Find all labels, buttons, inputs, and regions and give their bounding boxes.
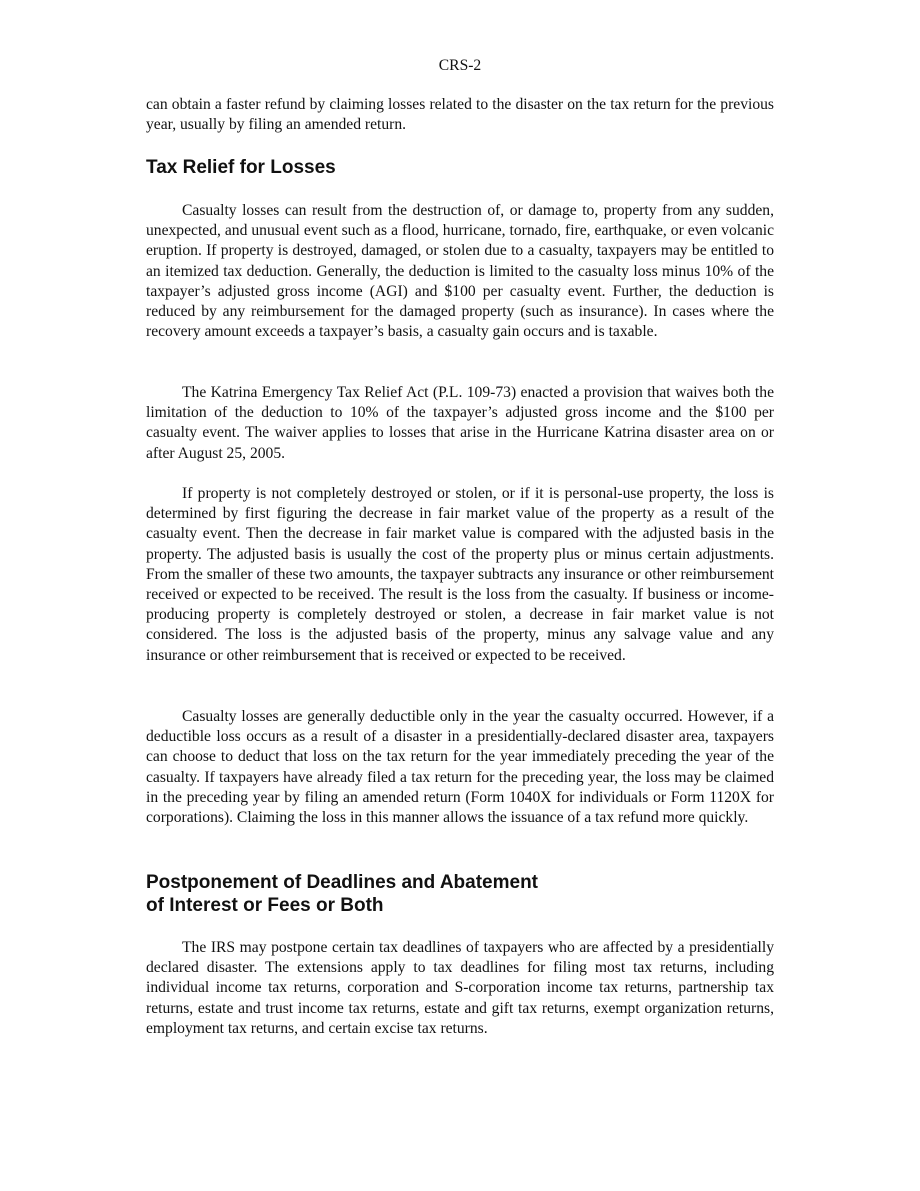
continuation-paragraph: can obtain a faster refund by claiming losses related to the disaster on the tax return for the previous year, usually by filing an amended return. [146, 96, 774, 134]
paragraph-irs-postpone: The IRS may postpone certain tax deadlines of taxpayers who are affected by a presidentially declared disaster. The extensions apply to tax deadlines for filing most tax returns, including individual income tax returns, corporation and S-corporation income tax returns, partnership tax returns, estate and trust income tax returns, estate and gift tax returns, exempt organization returns, employment tax returns, and certain excise tax returns. [146, 939, 774, 1037]
section-heading-postponement [146, 871, 538, 917]
paragraph-deductible-year: Casualty losses are generally deductible only in the year the casualty occurred. However, if a deductible loss occurs as a result of a disaster in a presidentially-declared disaster area, taxpayers can choose to deduct that loss on the tax return for the year immediately preceding the year of the casualty. If taxpayers have already filed a tax return for the preceding year, the loss may be claimed in the preceding year by filing an amended return (Form 1040X for individuals or Form 1120X for corporations). Claiming the loss in this manner allows the issuance of a tax refund more quickly. [146, 708, 774, 827]
paragraph-katrina-act: The Katrina Emergency Tax Relief Act (P.L. 109-73) enacted a provision that waives both the limitation of the deduction to 10% of the taxpayer’s adjusted gross income and the $100 per casualty event. The waiver applies to losses that arise in the Hurricane Katrina disaster area on or after August 25, 2005. [146, 384, 774, 462]
heading-line-2: of Interest or Fees or Both [146, 895, 384, 916]
paragraph-loss-determination: If property is not completely destroyed or stolen, or if it is personal-use property, the loss is determined by first figuring the decrease in fair market value of the property as a result of the casualty event. Then the decrease in fair market value is compared with the adjusted basis in the property. The adjusted basis is usually the cost of the property plus or minus certain adjustments. From the smaller of these two amounts, the taxpayer subtracts any insurance or other reimbursement received or expected to be received. The result is the loss from the casualty. If business or income-producing property is completely destroyed or stolen, a decrease in fair market value is not considered. The loss is the adjusted basis of the property, minus any salvage value and any insurance or other reimbursement that is received or expected to be received. [146, 485, 774, 664]
paragraph-casualty-losses: Casualty losses can result from the destruction of, or damage to, property from any sudden, unexpected, and unusual event such as a flood, hurricane, tornado, fire, earthquake, or even volcanic eruption. If property is destroyed, damaged, or stolen due to a casualty, taxpayers may be entitled to an itemized tax deduction. Generally, the deduction is limited to the casualty loss minus 10% of the taxpayer’s adjusted gross income (AGI) and $100 per casualty event. Further, the deduction is reduced by any reimbursement for the damaged property (such as insurance). In cases where the recovery amount exceeds a taxpayer’s basis, a casualty gain occurs and is taxable. [146, 202, 774, 341]
section-heading-tax-relief: Tax Relief for Losses [146, 157, 336, 178]
heading-line-1: Postponement of Deadlines and Abatement [146, 872, 539, 893]
page-header: CRS-2 [438, 57, 482, 74]
